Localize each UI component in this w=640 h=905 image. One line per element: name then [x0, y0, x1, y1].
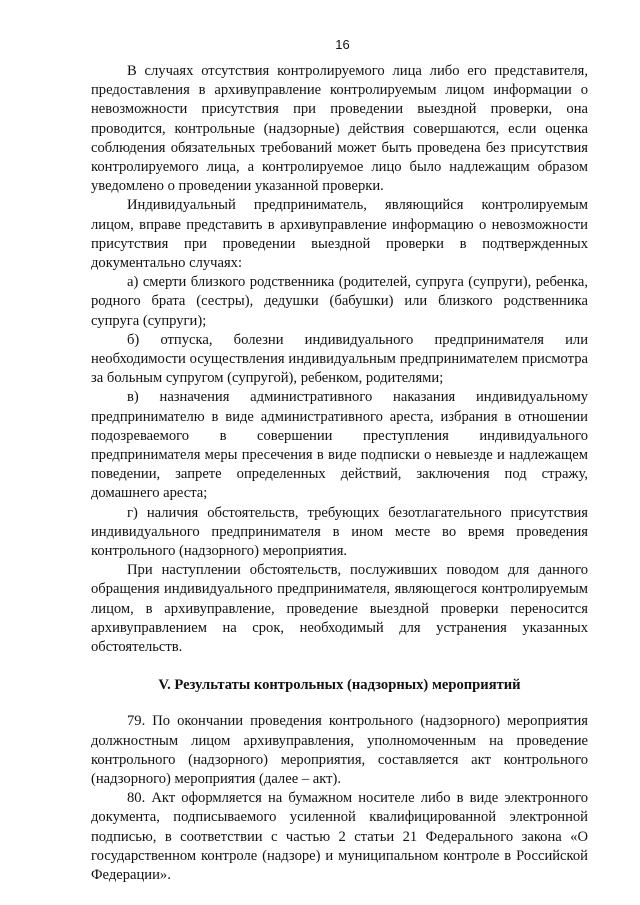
section-title: V. Результаты контрольных (надзорных) мероприятий — [158, 677, 521, 694]
clause-79: 79. По окончании проведения контрольного (надзорного) мероприятия должностным лицом архивуправления, уполномоченным на проведение контрольного (надзорного) мероприятия, составляется акт контрольного (надзорного) мероприятия (далее – акт). — [91, 713, 588, 787]
paragraph-postponement: При наступлении обстоятельств, послуживших поводом для данного обращения индивидуального предпринимателя, являющегося контролируемым лицом, в архивуправление, проведение выездной проверки переносится архивуправлением на срок, необходимый для устранения указанных обстоятельств. — [91, 562, 588, 656]
list-item-v: в) назначения административного наказания индивидуальному предпринимателю в виде административного ареста, избрания в отношении подозреваемого в совершении преступления индивидуального предпринимателя меры пресечения в виде подписки о невыезде и надлежащем поведении, запрете определенных действий, заключения под стражу, домашнего ареста; — [91, 389, 588, 502]
list-item-a: а) смерти близкого родственника (родителей, супруга (супруги), ребенка, родного брата (сестры), дедушки (бабушки) или близкого родственника супруга (супруги); — [91, 274, 588, 329]
page-number: 16 — [335, 37, 350, 52]
paragraph-absence-of-controlled-person: В случаях отсутствия контролируемого лица либо его представителя, предоставления в архивуправление контролируемым лицом информации о невозможности присутствия при проведении выездной проверки, она проводится, контрольные (надзорные) действия совершаются, если оценка соблюдения обязательных требований может быть проведена без присутствия контролируемого лица, а контролируемое лицо было надлежащим образом уведомлено о проведении указанной проверки. — [91, 63, 588, 195]
list-item-b: б) отпуска, болезни индивидуального предпринимателя или необходимости осуществления индивидуальным предпринимателем присмотра за больным супругом (супругой), ребенком, родителями; — [91, 331, 588, 387]
paragraph-entrepreneur-right: Индивидуальный предприниматель, являющийся контролируемым лицом, вправе представить в архивуправление информацию о невозможности присутствия при проведении выездной проверки в подтвержденных документально случаях: — [91, 197, 588, 272]
clause-80: 80. Акт оформляется на бумажном носителе либо в виде электронного документа, подписываемого усиленной квалифицированной электронной подписью, в соответствии с частью 2 статьи 21 Федерального закона «О государственном контроле (надзоре) и муниципальном контроле в Российской Федерации». — [91, 790, 588, 883]
list-item-g: г) наличия обстоятельств, требующих безотлагательного присутствия индивидуального предпринимателя в ином месте во время проведения контрольного (надзорного) мероприятия. — [91, 504, 588, 560]
